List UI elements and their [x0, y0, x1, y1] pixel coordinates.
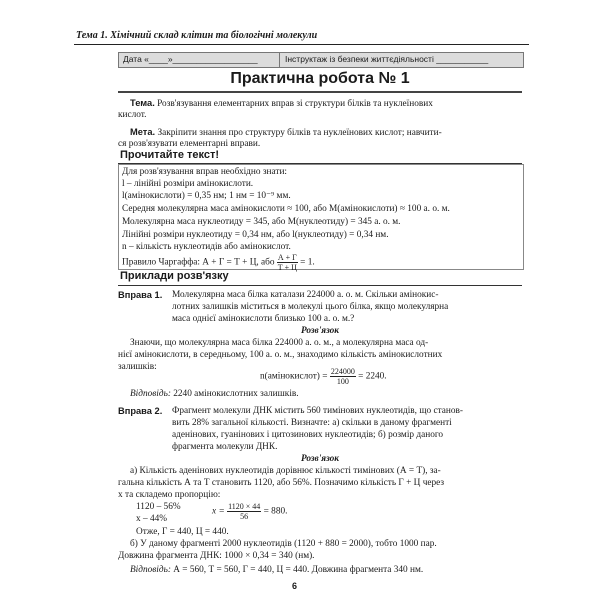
safety-briefing-field[interactable]: Інструктаж із безпеки життєдіяльності ___________ — [285, 54, 489, 64]
exercise-1-label: Вправа 1. — [118, 290, 163, 300]
theme-text-2: кислот. — [118, 110, 147, 120]
exercise-2-solution-0: а) Кількість аденінових нуклеотидів дорівнює кількості тимінових (А = Т), за- — [130, 466, 441, 476]
exercise-2-line-3: фрагмента молекули ДНК. — [172, 442, 278, 452]
theme-paragraph — [130, 97, 522, 110]
theme-label: Тема. — [130, 98, 155, 108]
exercise-2-line-1: вить 28% загальної кількості. Визначте: а) скільки в даному фрагменті — [172, 418, 452, 428]
exercise-1-line-2: маса однієї амінокислоти близько 100 а. о. м.? — [172, 314, 355, 324]
exercise-2-line-0: Фрагмент молекули ДНК містить 560 тимінових нуклеотидів, що станов- — [172, 406, 463, 416]
exercise-2-label: Вправа 2. — [118, 406, 163, 416]
exercise-1-solution-2: залишків: — [118, 362, 157, 372]
examples-rule — [118, 285, 522, 286]
date-field[interactable]: Дата «____»__________________ — [123, 54, 258, 64]
ref-line-4: Молекулярна маса нуклеотиду = 345, або M(нуклеотиду) = 345 а. о. м. — [122, 217, 401, 227]
examples-heading: Приклади розв'язку — [120, 270, 229, 282]
ref-line-6: n – кількість нуклеотидів або амінокислот. — [122, 242, 291, 252]
page-number: 6 — [292, 581, 298, 591]
exercise-1-line-0: Молекулярна маса білка каталази 224000 а. о. м. Скільки амінокис- — [172, 290, 439, 300]
answer-2-text: А = 560, Т = 560, Г = 440, Ц = 440. Довжина фрагмента 340 нм. — [173, 565, 424, 575]
so-line: Отже, Г = 440, Ц = 440. — [136, 527, 229, 537]
proportion-line-2: x – 44% — [136, 514, 167, 524]
prop-x: x = — [212, 506, 225, 517]
chargaff-tail: = 1. — [300, 257, 315, 268]
ref-line-2: l(амінокислоти) = 0,35 нм; 1 нм = 10⁻⁹ мм. — [122, 191, 291, 201]
chargaff-numerator: А + Г — [277, 253, 297, 262]
formula-lhs: n(амінокислот) = — [260, 371, 328, 382]
title-underline — [118, 91, 522, 93]
proportion-line-1: 1120 – 56% — [136, 502, 181, 512]
part-b-line-2: Довжина фрагмента ДНК: 1000 × 0,34 = 340 (нм). — [118, 551, 315, 561]
answer-1-text: 2240 амінокислотних залишків. — [173, 389, 299, 399]
exercise-2-line-2: аденінових, гуанінових і цитозинових нуклеотидів; б) розмір даного — [172, 430, 444, 440]
read-text-heading: Прочитайте текст! — [120, 149, 220, 161]
prop-numerator: 1120 × 44 — [228, 502, 261, 511]
ref-line-5: Лінійні розміри нуклеотиду = 0,34 нм, або l(нуклеотиду) = 0,34 нм. — [122, 230, 389, 240]
formula-rhs: = 2240. — [358, 371, 387, 382]
goal-label: Мета. — [130, 127, 156, 137]
formula-denominator: 100 — [336, 377, 349, 386]
read-text-rule — [118, 163, 522, 164]
exercise-1-solution-1: нієї амінокислоти, в середньому, 100 а. о. м., знаходимо кількість амінокислотних — [118, 350, 443, 360]
proportion-formula — [212, 502, 287, 521]
exercise-1-solution-0: Знаючи, що молекулярна маса білка 224000 а. о. м., а молекулярна маса од- — [130, 338, 429, 348]
answer-2-label: Відповідь: — [130, 565, 171, 575]
part-b-line-1: б) У даному фрагменті 2000 нуклеотидів (1120 + 880 = 2000), тобто 1000 пар. — [130, 539, 437, 549]
chargaff-denominator: Т + Ц — [277, 263, 297, 272]
chapter-title: Тема 1. Хімічний склад клітин та біологічні молекули — [76, 30, 318, 41]
goal-text-1: Закріпити знання про структуру білків та нуклеїнових кислот; навчити- — [157, 128, 442, 138]
ref-line-0: Для розв'язування вправ необхідно знати: — [122, 167, 288, 177]
exercise-1-formula — [260, 367, 387, 386]
chargaff-fraction — [277, 253, 298, 272]
formula-numerator: 224000 — [330, 367, 355, 376]
exercise-1-answer — [130, 388, 299, 400]
prop-result: = 880. — [263, 506, 288, 517]
exercise-1-line-1: лотних залишків міститься в молекулі цього білка, якщо молекулярна — [172, 302, 449, 312]
exercise-1-solution-heading: Розв'язок — [301, 326, 339, 336]
chargaff-text: Правило Чаргаффа: А + Г = Т + Ц, або — [122, 257, 275, 268]
date-instruction-bar — [118, 52, 524, 68]
theme-text-1: Розв'язування елементарних вправ зі структури білків та нуклеїнових — [157, 99, 433, 109]
formula-fraction — [330, 367, 356, 386]
ref-line-3: Середня молекулярна маса амінокислоти ≈ 100, або M(амінокислоти) ≈ 100 а. о. м. — [122, 204, 450, 214]
prop-fraction — [227, 502, 261, 521]
exercise-2-answer — [130, 564, 423, 576]
answer-1-label: Відповідь: — [130, 389, 171, 399]
field-separator — [279, 53, 280, 67]
exercise-2-solution-heading: Розв'язок — [301, 454, 339, 464]
prop-denominator: 56 — [240, 512, 249, 521]
page-title: Практична робота № 1 — [230, 70, 410, 87]
exercise-2-solution-1: гальна кількість А та Т становить 1120, або 56%. Позначимо кількість Г + Ц через — [118, 478, 445, 488]
goal-text-2: ся розв'язувати елементарні вправи. — [118, 139, 261, 149]
ref-line-1: l – лінійні розміри амінокислоти. — [122, 179, 254, 189]
exercise-2-solution-2: x та складемо пропорцію: — [118, 490, 221, 500]
header-divider — [74, 44, 529, 45]
